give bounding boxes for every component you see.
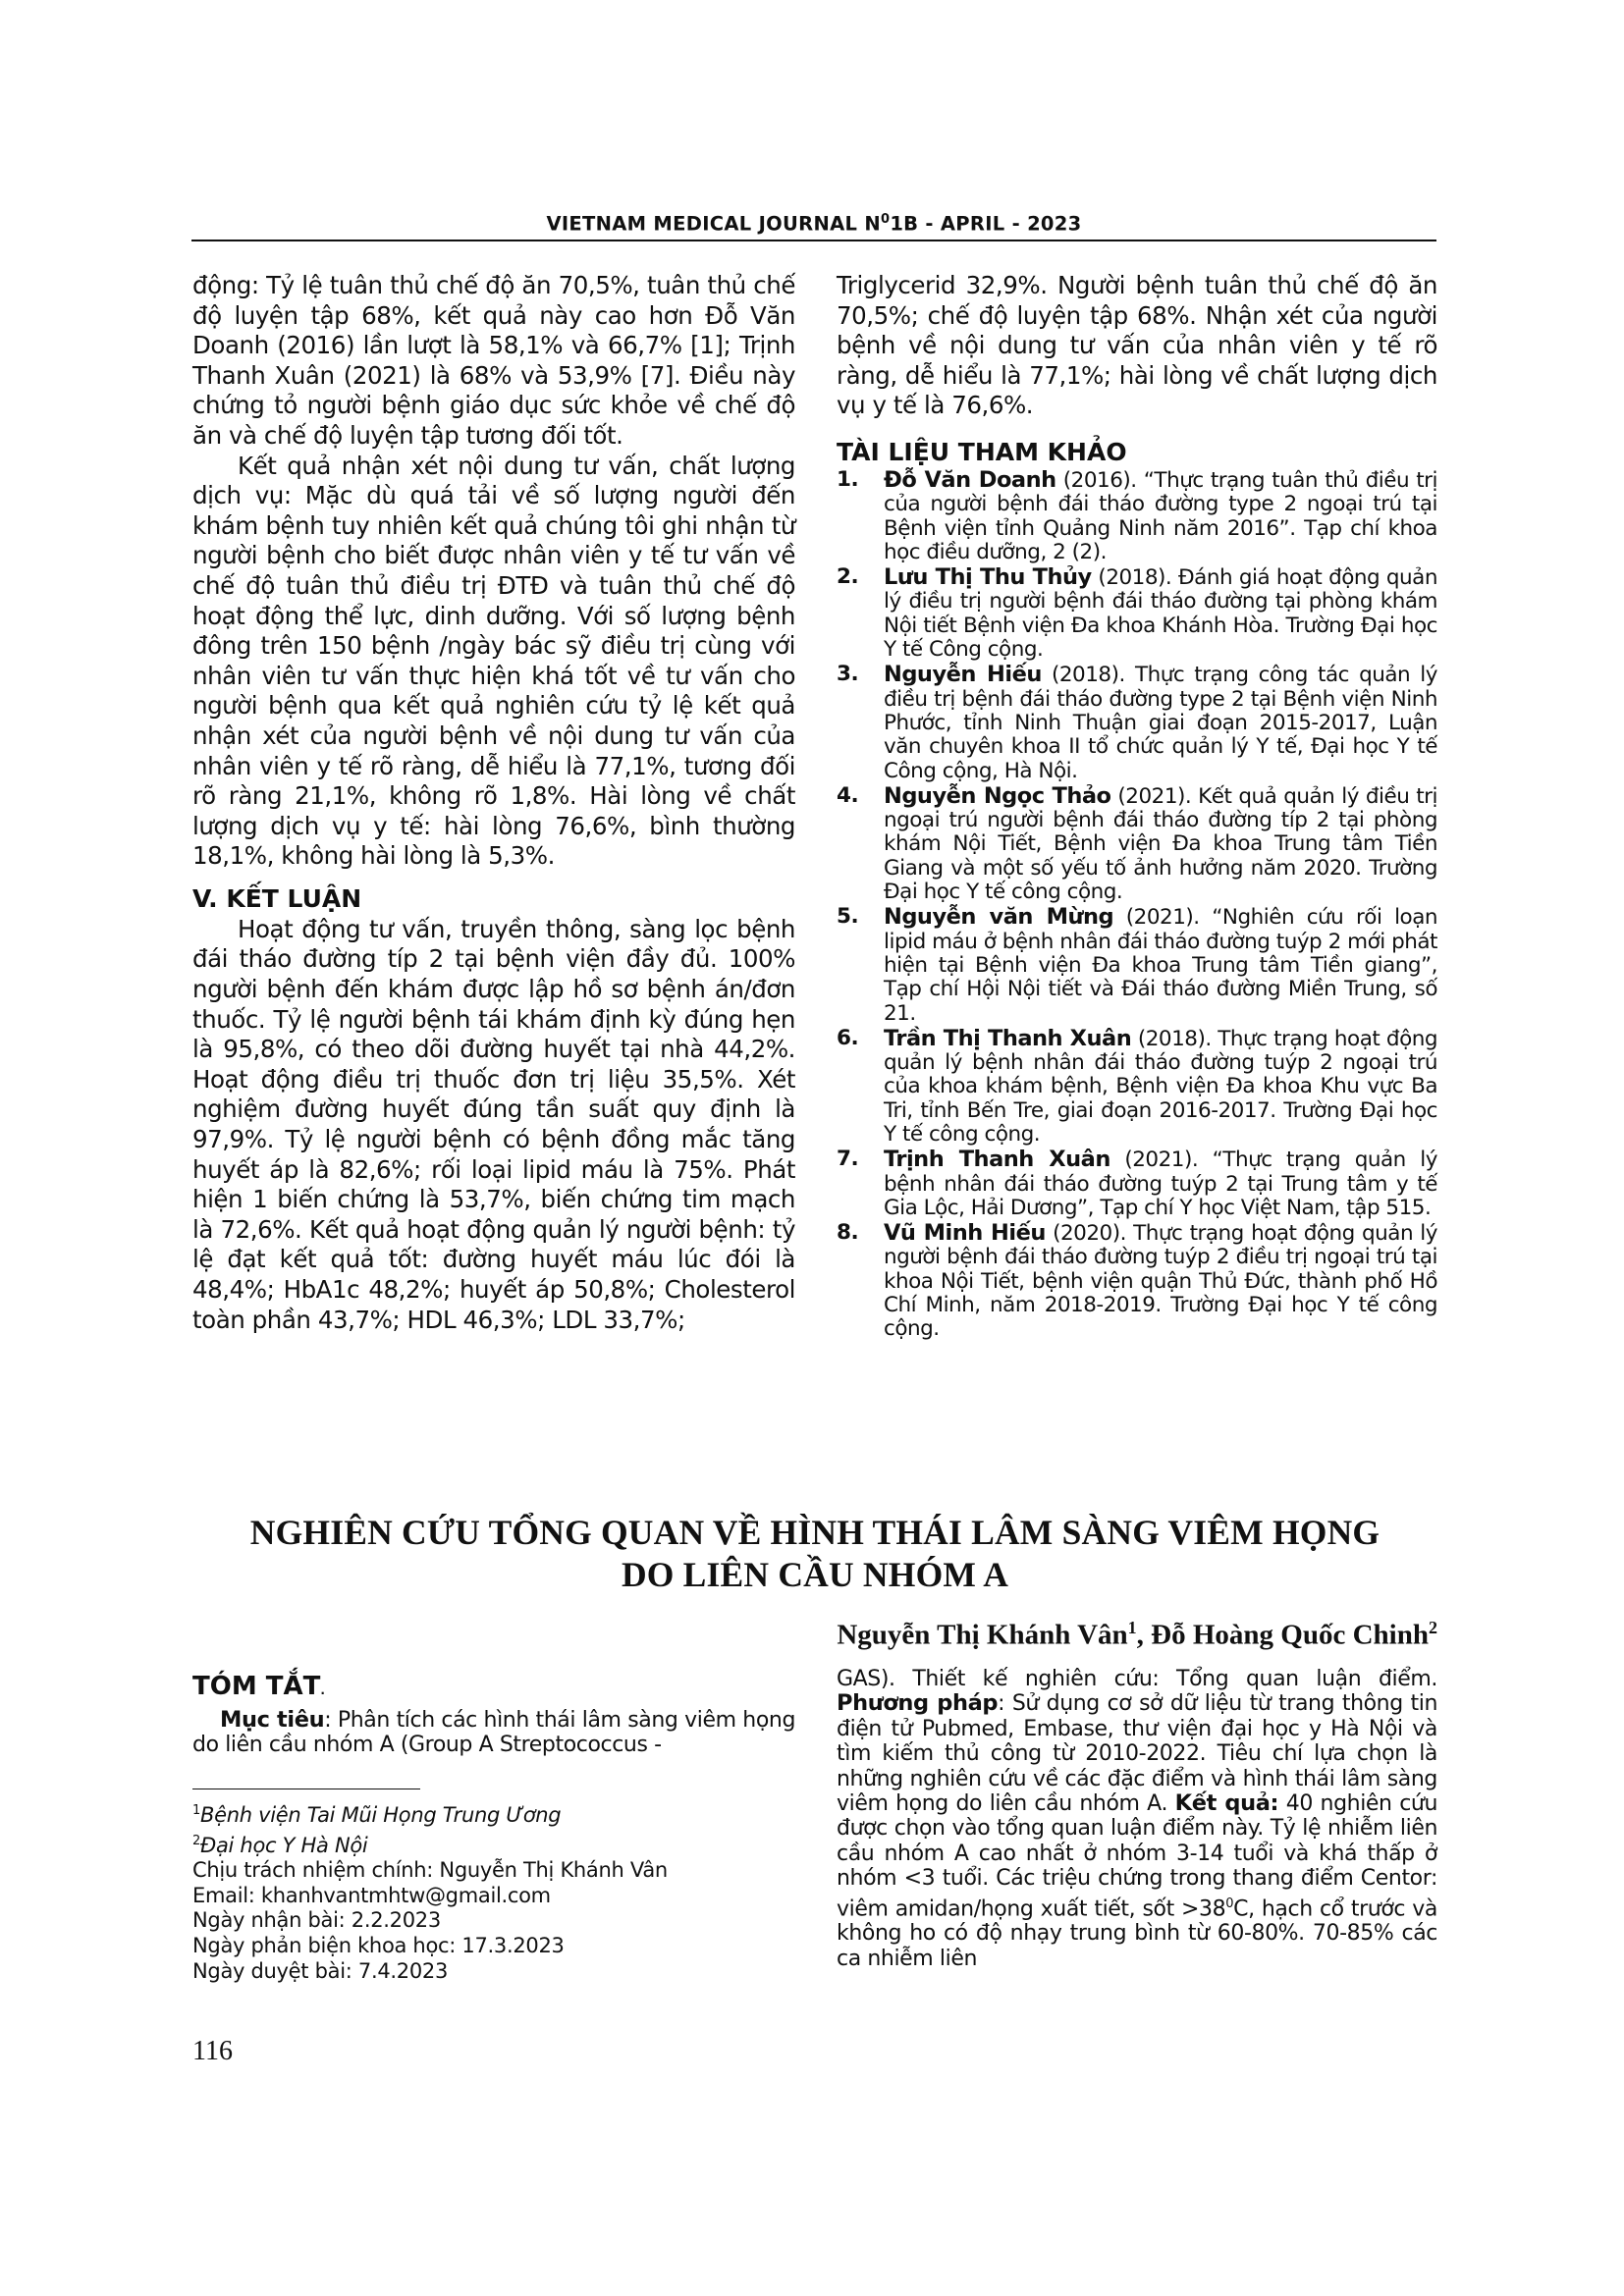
conclusion-heading: V. KẾT LUẬN (192, 883, 362, 913)
article-title-line: NGHIÊN CỨU TỔNG QUAN VỀ HÌNH THÁI LÂM SÀNG VIÊM HỌNG (249, 1513, 1380, 1552)
prev-article-left-column (192, 271, 795, 1335)
header-rule (191, 240, 1436, 241)
affiliation-2: $^2$Đại học Y Hà Nội (192, 1833, 368, 1857)
discussion-paragraph: động: Tỷ lệ tuân thủ chế độ ăn 70,5%, tuân thủ chế độ luyện tập 68%, kết quả này cao hơn Đỗ Văn Doanh (2016) lần lượt là 58,1% và 66,7% [1]; Trịnh Thanh Xuân (2021) là 68% và 53,9% [7]. Điều này chứng tỏ người bệnh giáo dục sức khỏe về chế độ ăn và chế độ luyện tập tương đối tốt. (192, 271, 795, 450)
journal-name: VIETNAM MEDICAL JOURNAL N (546, 212, 881, 236)
references-heading: TÀI LIỆU THAM KHẢO (837, 437, 1127, 466)
author-name: Đỗ Hoàng Quốc Chinh (1151, 1619, 1429, 1651)
references-list (837, 468, 1437, 1342)
reference-item: 5. Nguyễn văn Mừng (2021). “Nghiên cứu rối loạn lipid máu ở bệnh nhân đái tháo đường tuýp 2 mới phát hiện tại Bệnh viện Đa khoa Trung tâm Tiền giang”, Tạp chí Hội Nội tiết và Đái tháo đường Miền Trung, số 21. (837, 904, 1437, 1026)
authors-line: Nguyễn Thị Khánh Vân$^1$, Đỗ Hoàng Quốc Chinh$^2$ (837, 1618, 1437, 1651)
abstract-continued: GAS). Thiết kế nghiên cứu: Tổng quan luận điểm. Phương pháp: Sử dụng cơ sở dữ liệu từ trang thông tin điện tử Pubmed, Embase, thư viện đại học y Hà Nội và tìm kiếm thủ công từ 2010-2022. Tiêu chí lựa chọn là những nghiên cứu về các đặc điểm và hình thái lâm sàng viêm họng do liên cầu nhóm A. Kết quả: 40 nghiên cứu được chọn vào tổng quan luận điểm này. Tỷ lệ nhiễm liên cầu nhóm A cao nhất ở nhóm 3-14 tuổi và khá thấp ở nhóm <3 tuổi. Các triệu chứng trong thang điểm Centor: viêm amidan/họng xuất tiết, sốt $>38^0C$, hạch cổ trước và không ho có độ nhạy trung bình từ 60-80%. 70-85% các ca nhiễm liên (837, 1667, 1437, 1971)
journal-header (191, 212, 1436, 236)
author-name: Nguyễn Thị Khánh Vân (837, 1619, 1128, 1651)
article-title-line: DO LIÊN CẦU NHÓM A (621, 1555, 1009, 1594)
prev-article-right-column (837, 271, 1437, 1343)
summary-heading: TÓM TẮT. (192, 1672, 325, 1701)
abstract-left-column (192, 1667, 795, 1758)
article-title (192, 1512, 1437, 1596)
footnotes (192, 1798, 795, 1984)
author-affiliation-sup: 1 (1127, 1618, 1137, 1637)
conclusion-paragraph-continued: Triglycerid 32,9%. Người bệnh tuân thủ chế độ ăn 70,5%; chế độ luyện tập 68%. Nhận xét của người bệnh về nội dung tư vấn của nhân viên y tế rõ ràng, dễ hiểu là 77,1%; hài lòng về chất lượng dịch vụ y tế là 76,6%. (837, 271, 1437, 420)
conclusion-paragraph: Hoạt động tư vấn, truyền thông, sàng lọc bệnh đái tháo đường típ 2 tại bệnh viện đầy đủ. 100% người bệnh đến khám được lập hồ sơ bệnh án/đơn thuốc. Tỷ lệ người bệnh tái khám định kỳ đúng hẹn là 95,8%, có theo dõi đường huyết tại nhà 44,2%. Hoạt động điều trị thuốc đơn trị liệu 35,5%. Xét nghiệm đường huyết đúng tần suất quy định là 97,9%. Tỷ lệ người bệnh có bệnh đồng mắc tăng huyết áp là 82,6%; rối loại lipid máu là 75%. Phát hiện 1 biến chứng là 53,7%, biến chứng tim mạch là 72,6%. Kết quả hoạt động quản lý người bệnh: tỷ lệ đạt kết quả tốt: đường huyết máu lúc đói là 48,4%; HbA1c 48,2%; huyết áp 50,8%; Cholesterol toàn phần 43,7%; HDL 46,3%; LDL 33,7%; (192, 914, 795, 1334)
review-date: Ngày phản biện khoa học: 17.3.2023 (192, 1933, 565, 1957)
affiliation-1: $^1$Bệnh viện Tai Mũi Họng Trung Ương (192, 1803, 562, 1827)
reference-item: 8. Vũ Minh Hiếu (2020). Thực trạng hoạt động quản lý người bệnh đái tháo đường tuýp 2 điều trị ngoại trú tại khoa Nội Tiết, bệnh viện quận Thủ Đức, thành phố Hồ Chí Minh, năm 2018-2019. Trường Đại học Y tế công cộng. (837, 1220, 1438, 1342)
reference-item: 7. Trịnh Thanh Xuân (2021). “Thực trạng quản lý bệnh nhân đái tháo đường tuýp 2 tại Trung tâm y tế Gia Lộc, Hải Dương”, Tạp chí Y học Việt Nam, tập 515. (837, 1147, 1437, 1220)
discussion-paragraph: Kết quả nhận xét nội dung tư vấn, chất lượng dịch vụ: Mặc dù quá tải về số lượng người đến khám bệnh tuy nhiên kết quả chúng tôi ghi nhận từ người bệnh cho biết được nhân viên y tế tư vấn về chế độ tuân thủ điều trị ĐTĐ và tuân thủ chế độ hoạt động thể lực, dinh dưỡng. Với số lượng bệnh đông trên 150 bệnh /ngày bác sỹ điều trị cùng với nhân viên tư vấn thực hiện khá tốt về tư vấn cho người bệnh qua kết quả nghiên cứu tỷ lệ kết quả nhận xét của người bệnh về nội dung tư vấn của nhân viên y tế rõ ràng, dễ hiểu là 77,1%, tương đối rõ ràng 21,1%, không rõ 1,8%. Hài lòng về chất lượng dịch vụ y tế: hài lòng 76,6%, bình thường 18,1%, không hài lòng là 5,3%. (192, 451, 795, 871)
abstract-objective: Mục tiêu: Phân tích các hình thái lâm sàng viêm họng do liên cầu nhóm A (Group A Streptococcus - (192, 1707, 796, 1758)
journal-number-sup: 0 (880, 212, 891, 227)
corresponding-author: Chịu trách nhiệm chính: Nguyễn Thị Khánh Vân (192, 1858, 668, 1883)
received-date: Ngày nhận bài: 2.2.2023 (192, 1908, 441, 1933)
reference-item: 2. Lưu Thị Thu Thủy (2018). Đánh giá hoạt động quản lý điều trị người bệnh đái tháo đường tại phòng khám Nội tiết Bệnh viện Đa khoa Khánh Hòa. Trường Đại học Y tế Công cộng. (837, 564, 1437, 663)
approval-date: Ngày duyệt bài: 7.4.2023 (192, 1958, 449, 1983)
reference-item: 1. Đỗ Văn Doanh (2016). “Thực trạng tuân thủ điều trị của người bệnh đái tháo đường type 2 ngoại trú tại Bệnh viện tỉnh Quảng Ninh năm 2016”. Tạp chí khoa học điều dưỡng, 2 (2). (837, 466, 1437, 564)
author-affiliation-sup: 2 (1429, 1618, 1437, 1637)
reference-item: 3. Nguyễn Hiếu (2018). Thực trạng công tác quản lý điều trị bệnh đái tháo đường type 2 tại Bệnh viện Ninh Phước, tỉnh Ninh Thuận giai đoạn 2015-2017, Luận văn chuyên khoa II tổ chức quản lý Y tế, Đại học Y tế Công cộng, Hà Nội. (837, 662, 1437, 783)
email: Email: khanhvantmhtw@gmail.com (192, 1883, 551, 1907)
reference-item: 6. Trần Thị Thanh Xuân (2018). Thực trạng hoạt động quản lý bệnh nhân đái tháo đường tuýp 2 ngoại trú của khoa khám bệnh, Bệnh viện Đa khoa Khu vực Ba Tri, tỉnh Bến Tre, giai đoạn 2016-2017. Trường Đại học Y tế công cộng. (837, 1025, 1437, 1147)
reference-item: 4. Nguyễn Ngọc Thảo (2021). Kết quả quản lý điều trị ngoại trú người bệnh đái tháo đường típ 2 tại phòng khám Nội Tiết, Bệnh viện Đa khoa Trung tâm Tiền Giang và một số yếu tố ảnh hưởng năm 2020. Trường Đại học Y tế công cộng. (837, 782, 1437, 905)
page-number: 116 (192, 2036, 233, 2066)
abstract-right-column (837, 1667, 1437, 1971)
journal-issue: 1B - APRIL - 2023 (890, 212, 1082, 236)
